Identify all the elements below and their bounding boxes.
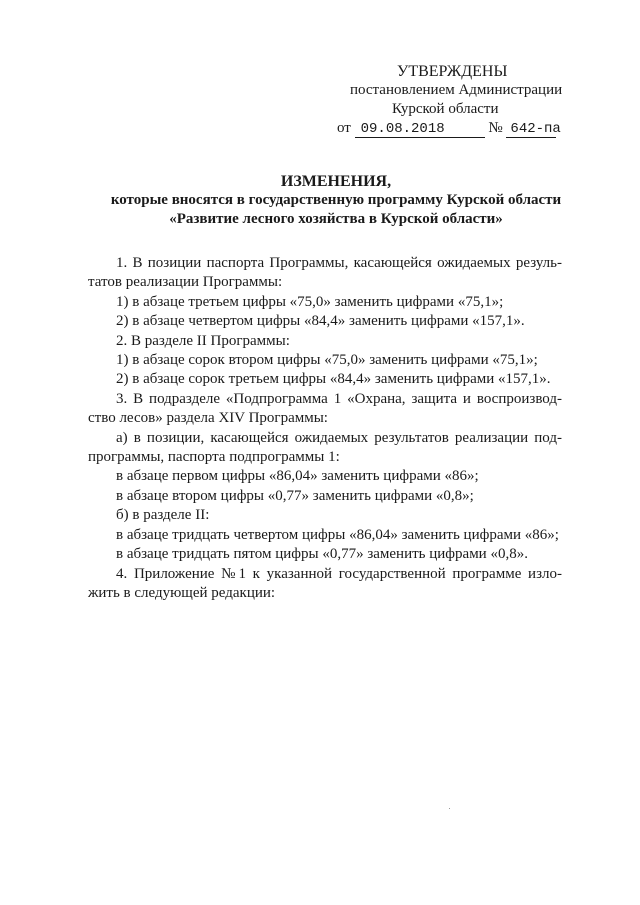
- approval-decree-line: постановлением Администрации: [350, 82, 563, 98]
- paragraph-2-item-1: 1) в абзаце сорок втором цифры «75,0» заменить цифрами «75,1»;: [116, 352, 538, 369]
- paragraph-1-line-1: 1. В позиции паспорта Программы, касающейся ожидаемых резуль-: [116, 255, 562, 271]
- document-subtitle-line-1: которые вносятся в государственную программу Курской области: [110, 192, 562, 208]
- number-prefix: №: [488, 120, 503, 136]
- document-subtitle-line-2: «Развитие лесного хозяйства в Курской области»: [169, 211, 503, 227]
- approval-title: УТВЕРЖДЕНЫ: [397, 63, 508, 80]
- document-body: [88, 254, 562, 603]
- paragraph-3b: б) в разделе II:: [116, 507, 210, 524]
- approval-region-line: Курской области: [392, 101, 499, 117]
- paragraph-3b-item-2: в абзаце тридцать пятом цифры «0,77» заменить цифрами «0,8».: [116, 546, 528, 563]
- document-title: ИЗМЕНЕНИЯ,: [280, 173, 392, 190]
- decree-date: 09.08.2018: [355, 122, 485, 138]
- paragraph-3a-line-2: программы, паспорта подпрограммы 1:: [88, 449, 340, 466]
- paragraph-1-line-2: татов реализации Программы:: [88, 274, 283, 291]
- paragraph-3a-line-1: а) в позиции, касающейся ожидаемых результатов реализации под-: [116, 429, 562, 446]
- paragraph-3a-item-2: в абзаце втором цифры «0,77» заменить цифрами «0,8»;: [116, 487, 474, 504]
- approval-date-line: [330, 119, 580, 138]
- document-heading: [60, 172, 612, 229]
- approval-block: [330, 62, 580, 138]
- decree-number: 642-па: [506, 122, 556, 138]
- paragraph-2-item-2: 2) в абзаце сорок третьем цифры «84,4» заменить цифрами «157,1».: [116, 371, 551, 388]
- scan-speck: [449, 808, 450, 809]
- paragraph-3-line-2: ство лесов» раздела XIV Программы:: [88, 410, 328, 427]
- paragraph-1-item-2: 2) в абзаце четвертом цифры «84,4» заменить цифрами «157,1».: [116, 313, 525, 330]
- paragraph-1-item-1: 1) в абзаце третьем цифры «75,0» заменить цифрами «75,1»;: [116, 293, 504, 310]
- paragraph-3-line-1: 3. В подразделе «Подпрограмма 1 «Охрана, защита и воспроизвод-: [116, 390, 562, 407]
- paragraph-3a-item-1: в абзаце первом цифры «86,04» заменить цифрами «86»;: [116, 468, 479, 485]
- paragraph-4-line-2: жить в следующей редакции:: [88, 584, 276, 601]
- date-prefix: от: [337, 120, 351, 136]
- paragraph-2: 2. В разделе II Программы:: [116, 332, 290, 349]
- paragraph-3b-item-1: в абзаце тридцать четвертом цифры «86,04» заменить цифрами «86»;: [116, 526, 559, 543]
- paragraph-4-line-1: 4. Приложение №1 к указанной государственной программе изло-: [116, 565, 562, 582]
